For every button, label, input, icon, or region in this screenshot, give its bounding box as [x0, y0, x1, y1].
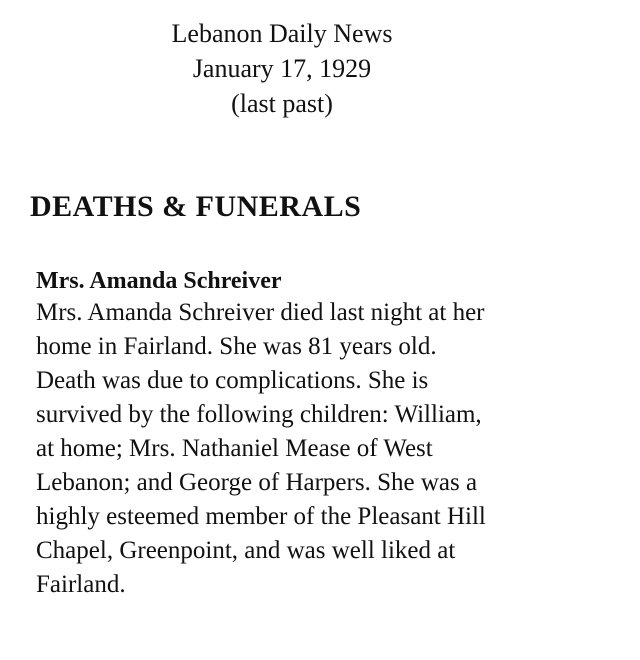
body-line: survived by the following children: William, — [36, 401, 482, 428]
publication-name: Lebanon Daily News — [171, 19, 393, 48]
article-title: Mrs. Amanda Schreiver — [36, 268, 282, 294]
body-line: at home; Mrs. Nathaniel Mease of West — [36, 435, 433, 462]
body-line: Lebanon; and George of Harpers. She was a — [36, 469, 478, 496]
masthead — [120, 16, 444, 121]
date-note: (last past) — [231, 89, 333, 118]
body-line: Fairland. — [36, 571, 126, 598]
body-line: Mrs. Amanda Schreiver died last night at her — [36, 299, 485, 326]
body-line: home in Fairland. She was 81 years old. — [36, 333, 437, 360]
section-heading: DEATHS & FUNERALS — [30, 190, 362, 223]
article-body — [36, 296, 596, 602]
body-line: highly esteemed member of the Pleasant Hill — [36, 503, 486, 530]
body-line: Death was due to complications. She is — [36, 367, 429, 394]
publication-date: January 17, 1929 — [192, 54, 372, 83]
obituary-article — [36, 266, 596, 602]
body-line: Chapel, Greenpoint, and was well liked at — [36, 537, 456, 564]
